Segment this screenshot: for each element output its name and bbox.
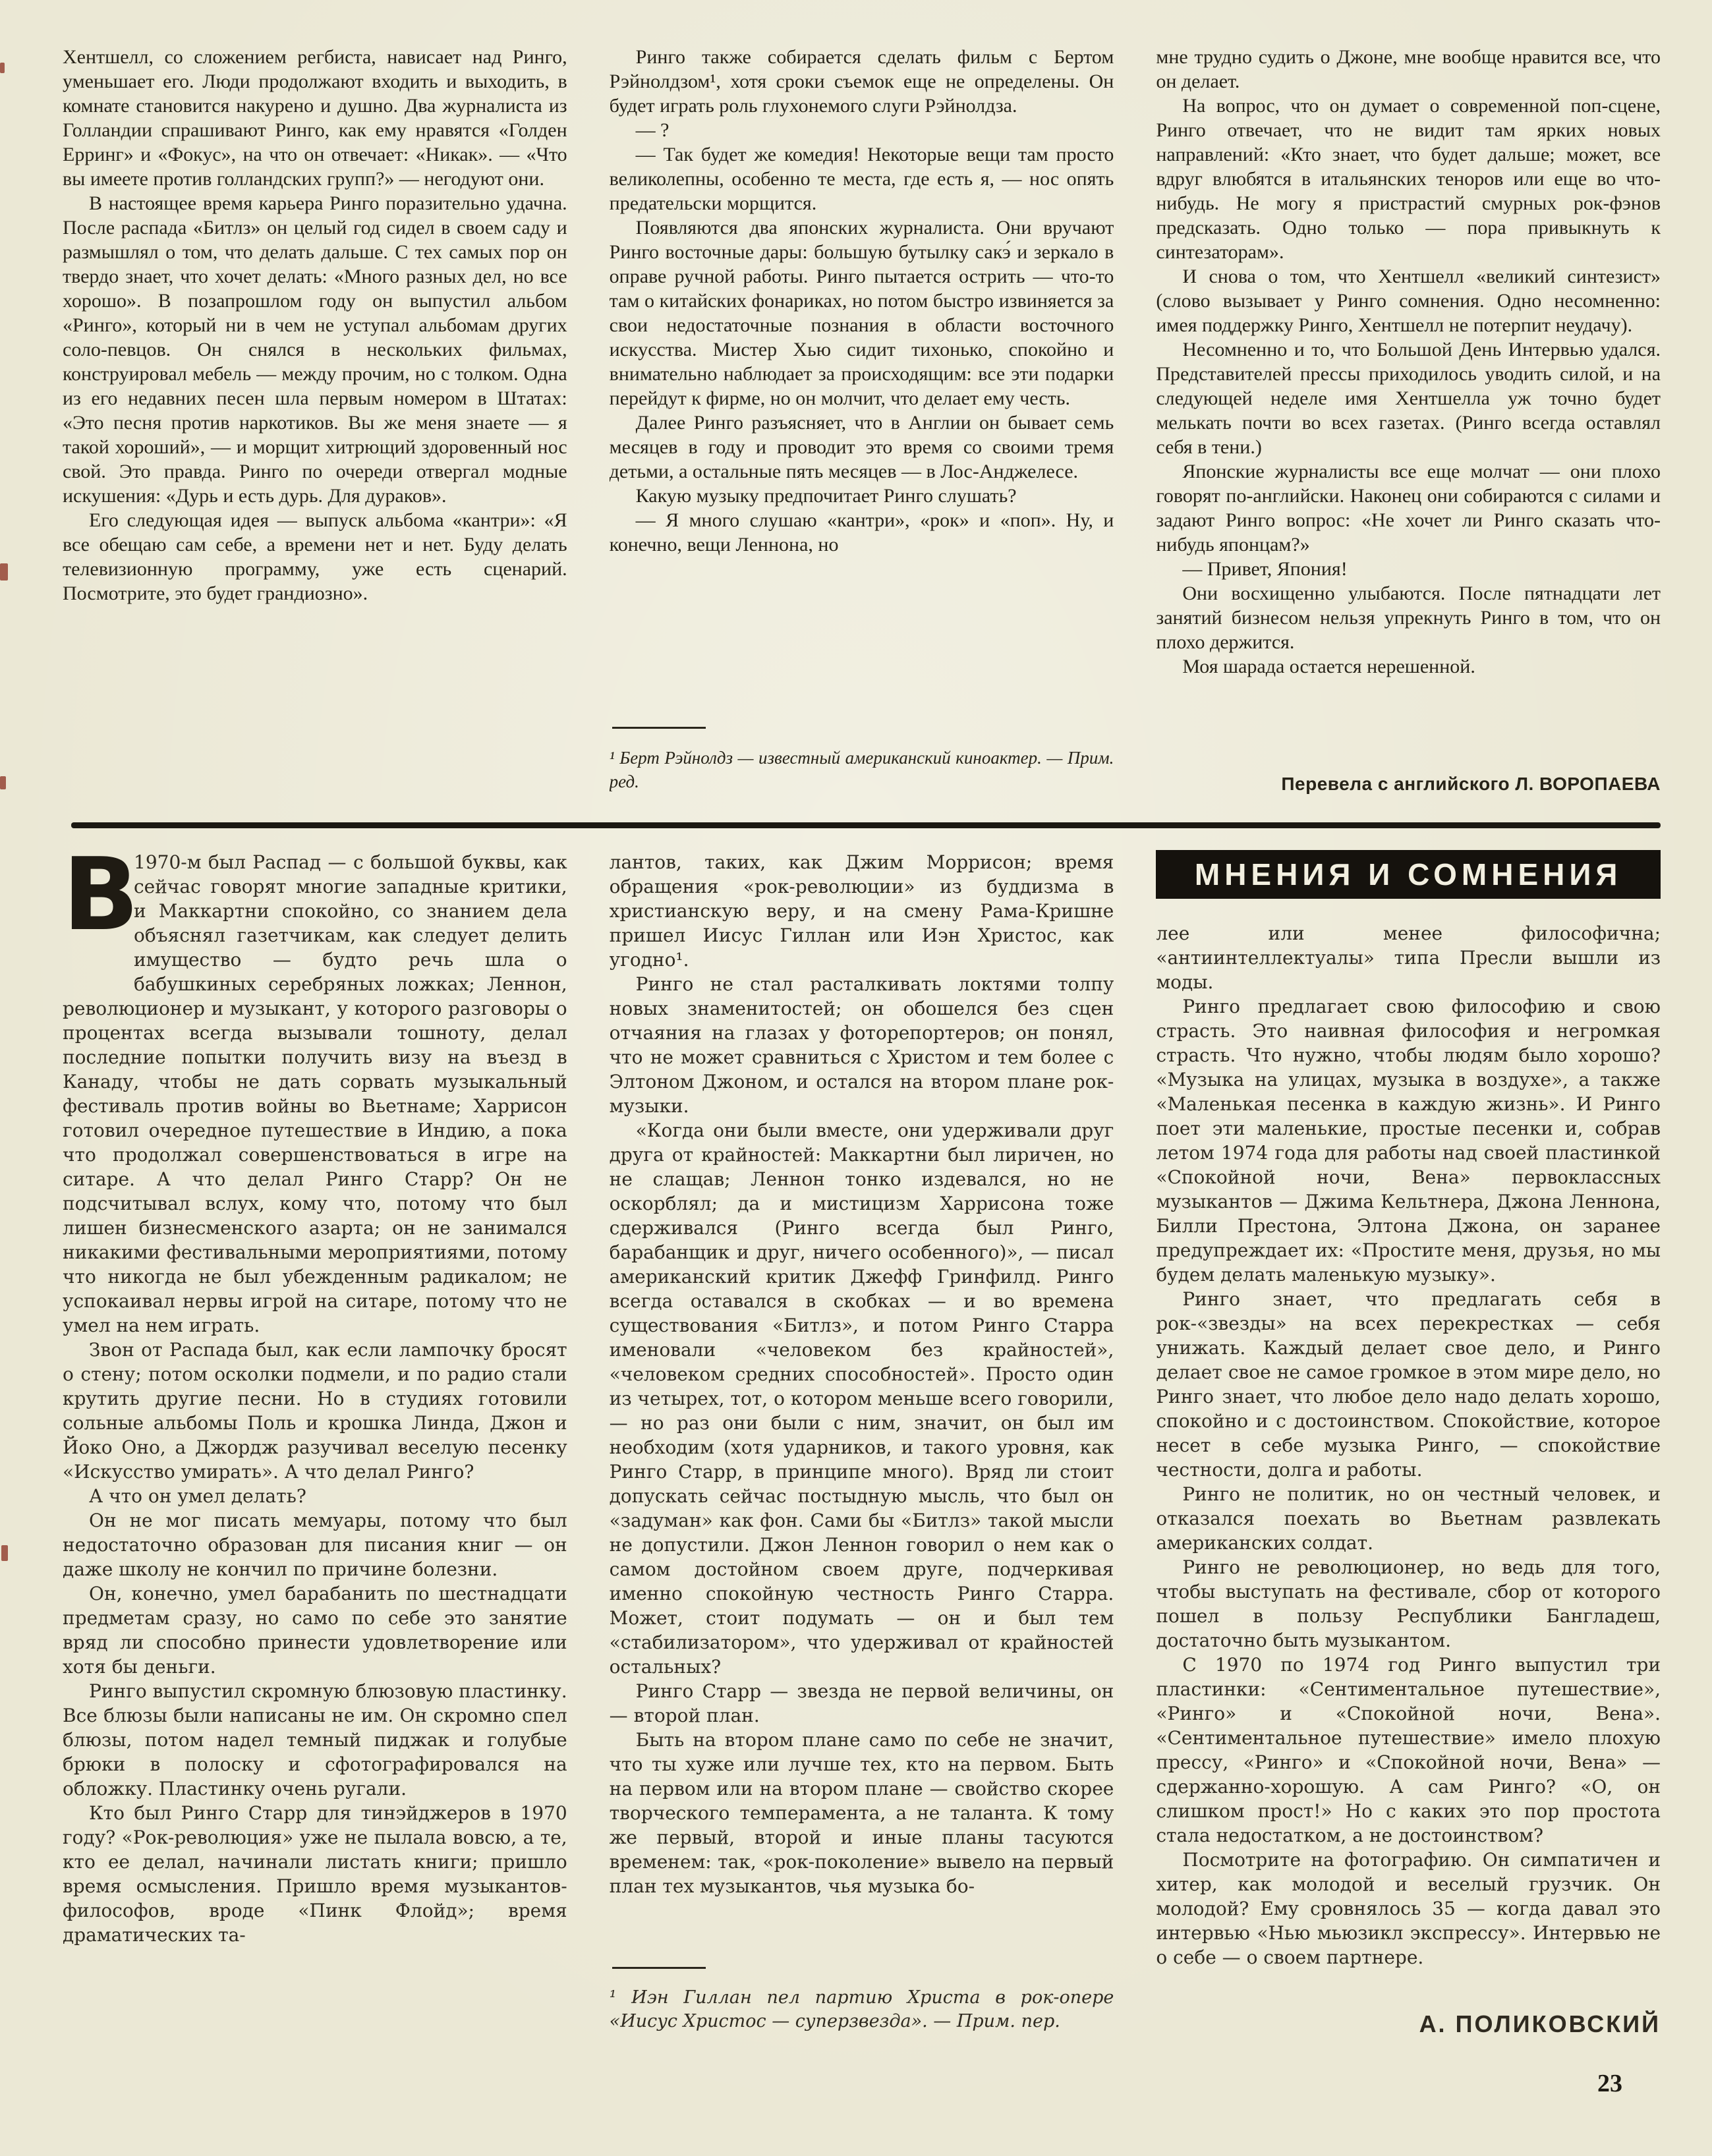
paragraph: Они восхищенно улыбаются. После пятнадцати лет занятий бизнесом нельзя упрекнуть Ринго в том, что он плохо держится. — [1156, 582, 1661, 653]
paragraph: Ринго не политик, но он честный человек, и отказался поехать во Вьетнам развлекать американских солдат. — [1156, 1483, 1661, 1554]
paragraph: Звон от Распада был, как если лампочку бросят о стену; потом осколки подмели, и по радио стали крутить другие песни. Но в студиях готовили сольные альбомы Поль и крошка Линда, Джон и Йоко Оно, а Джордж разучивал веселую песенку «Искусство умирать». А что делал Ринго? — [63, 1339, 567, 1483]
bottom-columns — [63, 850, 1661, 2036]
paragraph: Быть на втором плане само по себе не значит, что ты хуже или лучше тех, кто на первом. Быть на первом или на втором плане — свойство скорее творческого темперамента, а не таланта. К тому же первый, второй и иные планы тасуются временем: так, «рок-поколение» вывело на первый план тех музыкантов, чья музыка бо- — [609, 1729, 1114, 1897]
paragraph: «Когда они были вместе, они удерживали друг друга от крайностей: Маккартни был лиричен, но не слащав; Леннон тонко издевался, но не оскорблял; да и мистицизм Харрисона тоже сдерживался (Ринго всегда был Ринго, барабанщик и друг, ничего особенного)», — писал американский критик Джефф Гринфилд. Ринго всегда оставался в скобках — и во времена существования «Битлз», и потом Ринго Старра именовали «человеком без крайностей», «человеком средних способностей». Просто один из четырех, тот, о котором меньше всего говорили, — но раз они были с ним, значит, он был им необходим (хотя ударников, и такого уровня, как Ринго Старр, в принципе много). Вряд ли стоит допускать сейчас постыдную мысль, что был он «задуман» как фон. Сами бы «Битлз» такой мысли не допустили. Джон Леннон говорил о нем как о самом достойном своем друге, подчеркивая именно спокойную честность Ринго Старра. Может, стоит подумать — он и был тем «стабилизатором», что удерживал от крайностей остальных? — [609, 1120, 1114, 1678]
paragraph: Появляются два японских журналиста. Они вручают Ринго восточные дары: большую бутылку сакэ́ и зеркало в оправе ручной работы. Ринго пытается острить — что-то там о китайских фонариках, но потом быстро извиняется за свои недостаточные познания в области восточного искусства. Мистер Хью сидит тихонько, спокойно и внимательно наблюдает за происходящим: все эти подарки перейдут к фирме, но он молчит, что делает ему честь. — [609, 217, 1114, 409]
paragraph: Ринго предлагает свою философию и свою страсть. Это наивная философия и негромкая страсть. Что нужно, чтобы людям было хорошо? «Музыка на улицах, музыка в воздухе», а также «Маленькая песенка в каждую жизнь». И Ринго поет эти маленькие, простые песенки и, собрав летом 1974 года для работы над своей пластинкой «Спокойной ночи, Вена» первоклассных музыкантов — Джима Кельтнера, Джона Леннона, Билли Престона, Элтона Джона, он заранее предупреждает их: «Простите меня, друзья, но мы будем делать маленькую музыку». — [1156, 996, 1661, 1286]
scan-artifact — [0, 563, 8, 581]
paragraph: А что он умел делать? — [89, 1485, 306, 1507]
article-essay — [63, 850, 1661, 2036]
paragraph: Ринго выпустил скромную блюзовую пластинку. Все блюзы были написаны не им. Он скромно спел блюзы, потом надел темный пиджак и голубые брюки в полоску и сфотографировался на обложку. Пластинку очень ругали. — [63, 1680, 567, 1800]
banner-label: МНЕНИЯ И СОМНЕНИЯ — [1194, 857, 1622, 892]
paragraph: мне трудно судить о Джоне, мне вообще нравится все, что он делает. — [1156, 46, 1661, 92]
scan-artifact — [0, 63, 5, 73]
top-column-2 — [610, 45, 1114, 796]
footnote-rule — [612, 727, 706, 729]
paragraph: Его следующая идея — выпуск альбома «кантри»: «Я все обещаю сам себе, а времени нет и нет. Буду делать телевизионную программу, уже есть сценарий. Посмотрите, это будет грандиозно». — [63, 509, 567, 604]
page-number: 23 — [1597, 2070, 1622, 2097]
footnote-editor: ¹ Берт Рэйнолдз — известный американский киноактер. — Прим. ред. — [609, 748, 1114, 791]
paragraph: С 1970 по 1974 год Ринго выпустил три пластинки: «Сентиментальное путешествие», «Ринго» и «Спокойной ночи, Вена». «Сентиментальное путешествие» имело плохую прессу, «Ринго» и «Спокойной ночи, Вена» — сдержанно-хорошую. А сам Ринго? «О, он слишком прост!» Но с каких это пор простота стала недостатком, а не достоинством? — [1156, 1654, 1661, 1846]
paragraph: Он не мог писать мемуары, потому что был недостаточно образован для писания книг — он даже школу не кончил по причине болезни. — [63, 1510, 567, 1580]
paragraph: Кто был Ринго Старр для тинэйджеров в 1970 году? «Рок-революция» уже не пылала вовсю, а те, кто ее делал, начинали листать книги; пришло время осмысления. Пришло время музыкантов-философов, вроде «Пинк Флойд»; время драматических та- — [63, 1802, 567, 1946]
dialog-line: — ? — [635, 119, 670, 141]
paragraph: На вопрос, что он думает о современной поп-сцене, Ринго отвечает, что не видит там ярких новых направлений: «Кто знает, что будет дальше; может, все вдруг влюбятся в итальянских теноров или еще во что-нибудь. Не могу я пристрастий смурных рок-фэнов предсказать. Одно только — пора привыкнуть к синтезаторам». — [1156, 95, 1661, 263]
translator-byline: Перевела с английского Л. ВОРОПАЕВА — [1281, 774, 1661, 794]
paragraph: Хентшелл, со сложением регбиста, нависает над Ринго, уменьшает его. Люди продолжают входить и выходить, в комнате становится накурено и душно. Два журналиста из Голландии спрашивают Ринго, как ему нравятся «Голден Ерринг» и «Фокус», на что он отвечает: «Никак». — «Что вы имеете против голландских групп?» — негодуют они. — [63, 46, 567, 190]
paragraph: лее или менее философична; «антиинтеллектуалы» типа Пресли вышли из моды. — [1156, 922, 1661, 993]
bottom-column-1 — [63, 850, 567, 2036]
footnote-rule — [612, 1967, 706, 1969]
paragraph: лантов, таких, как Джим Моррисон; время обращения «рок-революции» из буддизма в христианскую веру, и на смену Рама-Кришне пришел Иисус Гиллан или Иэн Христос, как угодно¹. — [609, 851, 1114, 971]
paragraph: Ринго Старр — звезда не первой величины, он — второй план. — [609, 1680, 1114, 1726]
paragraph: Ринго знает, что предлагать себя в рок-«звезды» на всех перекрестках — себя унижать. Каждый делает свое дело, и Ринго делает свое не самое громкое в этом мире дело, но Ринго знает, что любое дело надо делать хорошо, спокойно и с достоинством. Спокойствие, которое несет в себе музыка Ринго, — спокойствие честности, долга и работы. — [1156, 1288, 1661, 1481]
scan-artifact — [1, 1545, 8, 1561]
dialog-line: — Привет, Япония! — [1182, 558, 1348, 580]
footnote-translator: ¹ Иэн Гиллан пел партию Христа в рок-опере «Иисус Христос — суперзвезда». — Прим. пер. — [609, 1987, 1114, 2031]
bottom-column-3 — [1156, 850, 1661, 2036]
dialog-line: — Так будет же комедия! Некоторые вещи там просто великолепны, особенно те места, где есть я, — нос опять предательски морщится. — [609, 144, 1114, 214]
footnote-block — [610, 727, 1114, 796]
paragraph: Посмотрите на фотографию. Он симпатичен и хитер, как молодой и веселый грузчик. Он молодой? Ему сровнялось 35 — когда давал это интервью «Нью мьюзикл экспрессу». Интервью не о себе — о своем партнере. — [1156, 1849, 1661, 1968]
paragraph-text: 1970-м был Распад — с большой буквы, как сейчас говорят многие западные критики, и Маккартни спокойно, со знанием дела объяснял газетчикам, как следует делить имущество — будто речь шла о бабушкиных серебряных ложках; Леннон, революционер и музыкант, у которого разговоры о процентах всегда вызывали тошноту, делал последние попытки получить визу на въезд в Канаду, чтобы не дать сорвать музыкальный фестиваль против войны во Вьетнаме; Харрисон готовил очередное путешествие в Индию, а пока что продолжал совершенствоваться в игре на ситаре. А что делал Ринго Старр? Он не подсчитывал вслух, кому что, потому что был лишен бизнесменского азарта; он не занимался никакими фестивальными мероприятиями, потому что никогда не был убежденным радикалом; не успокаивал нервы игрой на ситаре, потому что не умел на нем играть. — [63, 851, 567, 1336]
paragraph-with-dropcap — [63, 850, 567, 1338]
scan-artifact — [0, 776, 6, 789]
paragraph: Он, конечно, умел барабанить по шестнадцати предметам сразу, но само по себе это занятие вряд ли способно принести удовлетворение или хотя бы деньги. — [63, 1583, 567, 1678]
footnote-block — [610, 1967, 1114, 2036]
paragraph: Японские журналисты все еще молчат — они плохо говорят по-английски. Наконец они собираются с силами и задают Ринго вопрос: «Не хочет ли Ринго сказать что-нибудь японцам?» — [1156, 461, 1661, 555]
bottom-column-2 — [610, 850, 1114, 2036]
dropcap-letter-v: В — [63, 850, 139, 953]
section-banner-opinions-and-doubts — [1156, 850, 1661, 899]
paragraph: Несомненно и то, что Большой День Интервью удался. Представителей прессы приходилось уводить силой, и на следующей неделе имя Хентшелла уж точно будет мелькать почти во всех газетах. (Ринго всегда оставлял себя в тени.) — [1156, 339, 1661, 458]
top-columns — [63, 45, 1661, 796]
author-byline: А. ПОЛИКОВСКИЙ — [1419, 2010, 1661, 2036]
article-interview — [63, 45, 1661, 796]
paragraph: И снова о том, что Хентшелл «великий синтезист» (слово вызывает у Ринго сомнения. Одно несомненно: имея поддержку Ринго, Хентшелл не потерпит неудачу). — [1156, 266, 1661, 336]
top-column-1 — [63, 45, 567, 796]
paragraph: Ринго не революционер, но ведь для того, чтобы выступать на фестивале, сбор от которого пошел в пользу Республики Бангладеш, достаточно быть музыкантом. — [1156, 1556, 1661, 1651]
top-column-3 — [1156, 45, 1661, 796]
paragraph: — Я много слушаю «кантри», «рок» и «поп». Ну, и конечно, вещи Леннона, но — [609, 509, 1114, 555]
section-divider-rule — [71, 822, 1661, 828]
paragraph: Ринго также собирается сделать фильм с Бертом Рэйнолдзом¹, хотя сроки съемок еще не определены. Он будет играть роль глухонемого слуги Рэйнолдза. — [609, 46, 1114, 117]
paragraph: Какую музыку предпочитает Ринго слушать? — [635, 485, 1017, 507]
paragraph: Далее Ринго разъясняет, что в Англии он бывает семь месяцев в году и проводит это время со своими тремя детьми, а остальные пять месяцев — в Лос-Анджелесе. — [609, 412, 1114, 482]
paragraph: В настоящее время карьера Ринго поразительно удачна. После распада «Битлз» он целый год сидел в своем саду и размышлял о том, что делать дальше. С тех самых пор он твердо знает, что хочет делать: «Много разных дел, но все хорошо». В позапрошлом году он выпустил альбом «Ринго», который ни в чем не уступал альбомам других соло-певцов. Он снялся в нескольких фильмах, конструировал мебель — между прочим, но с толком. Одна из его недавних песен шла первым номером в Штатах: «Это песня против наркотиков. Вы же меня знаете — я такой хороший», — и морщит хитрющий здоровенный нос свой. Это правда. Ринго по очереди отвергал модные искушения: «Дурь и есть дурь. Для дураков». — [63, 192, 567, 507]
paragraph: Моя шарада остается нерешенной. — [1182, 656, 1475, 677]
paragraph: Ринго не стал расталкивать локтями толпу новых знаменитостей; он обошелся без сцен отчаяния на глазах у фоторепортеров; он понял, что не может сравниться с Христом и тем более с Элтоном Джоном, и остался на втором плане рок-музыки. — [609, 973, 1114, 1117]
